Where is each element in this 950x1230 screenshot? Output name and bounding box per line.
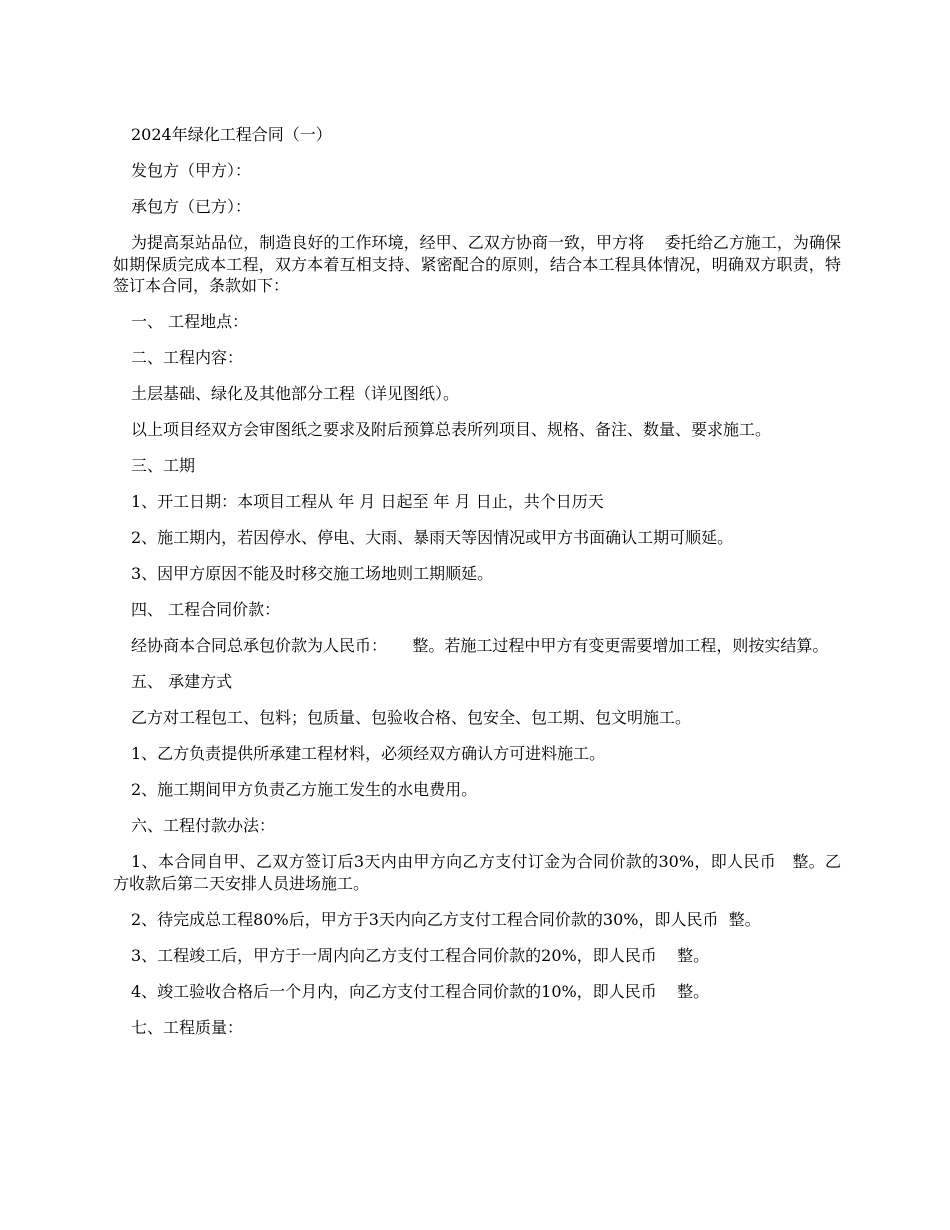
section-heading-method: 五、 承建方式 xyxy=(131,672,233,691)
paragraph-party-a: 发包方（甲方）： xyxy=(131,161,252,180)
paragraph-payment-1: 1、本合同自甲、乙双方签订后3天内由甲方向乙方支付订金为合同价款的30%，即人民币 整。乙方收款后第二天安排人员进场施工。 xyxy=(113,852,841,893)
paragraph-method-scope: 乙方对工程包工、包料；包质量、包验收合格、包安全、包工期、包文明施工。 xyxy=(131,708,692,727)
paragraph-payment-3: 3、工程竣工后，甲方于一周内向乙方支付工程合同价款的20%，即人民币 整。 xyxy=(131,945,710,965)
paragraph-schedule-3: 3、因甲方原因不能及时移交施工场地则工期顺延。 xyxy=(131,564,494,583)
section-heading-location: 一、 工程地点： xyxy=(131,312,249,331)
section-heading-payment: 六、工程付款办法： xyxy=(131,816,276,835)
paragraph-content-requirements: 以上项目经双方会审图纸之要求及附后预算总表所列项目、规格、备注、数量、要求施工。 xyxy=(131,420,772,439)
section-heading-price: 四、 工程合同价款： xyxy=(131,600,281,619)
paragraph-party-b: 承包方（已方）： xyxy=(131,197,252,216)
paragraph-payment-4: 4、竣工验收合格后一个月内，向乙方支付工程合同价款的10%，即人民币 整。 xyxy=(131,981,710,1001)
section-heading-schedule: 三、工期 xyxy=(131,456,196,475)
contract-body xyxy=(113,124,841,1053)
paragraph-schedule-1: 1、开工日期：本项目工程从 年 月 日起至 年 月 日止，共个日历天 xyxy=(131,492,604,511)
section-heading-quality: 七、工程质量： xyxy=(131,1017,244,1037)
paragraph-method-2: 2、施工期间甲方负责乙方施工发生的水电费用。 xyxy=(131,780,478,799)
paragraph-preamble: 为提高泵站品位，制造良好的工作环境，经甲、乙双方协商一致，甲方将 委托给乙方施工，为确保如期保质完成本工程，双方本着互相支持、紧密配合的原则，结合本工程具体情况，明确双方职责，特签订本合同，条款如下： xyxy=(113,233,841,295)
paragraph-schedule-2: 2、施工期内，若因停水、停电、大雨、暴雨天等因情况或甲方书面确认工期可顺延。 xyxy=(131,528,734,547)
section-heading-content: 二、工程内容： xyxy=(131,348,244,367)
paragraph-content-scope: 土层基础、绿化及其他部分工程（详见图纸）。 xyxy=(131,384,460,403)
paragraph-price: 经协商本合同总承包价款为人民币： 整。若施工过程中甲方有变更需要增加工程，则按实结算。 xyxy=(131,636,829,655)
paragraph-payment-2: 2、待完成总工程80%后，甲方于3天内向乙方支付工程合同价款的30%，即人民币 整。 xyxy=(131,909,761,929)
document-title: 2024年绿化工程合同（一） xyxy=(131,125,332,144)
paragraph-method-1: 1、乙方负责提供所承建工程材料，必须经双方确认方可进料施工。 xyxy=(131,744,606,763)
